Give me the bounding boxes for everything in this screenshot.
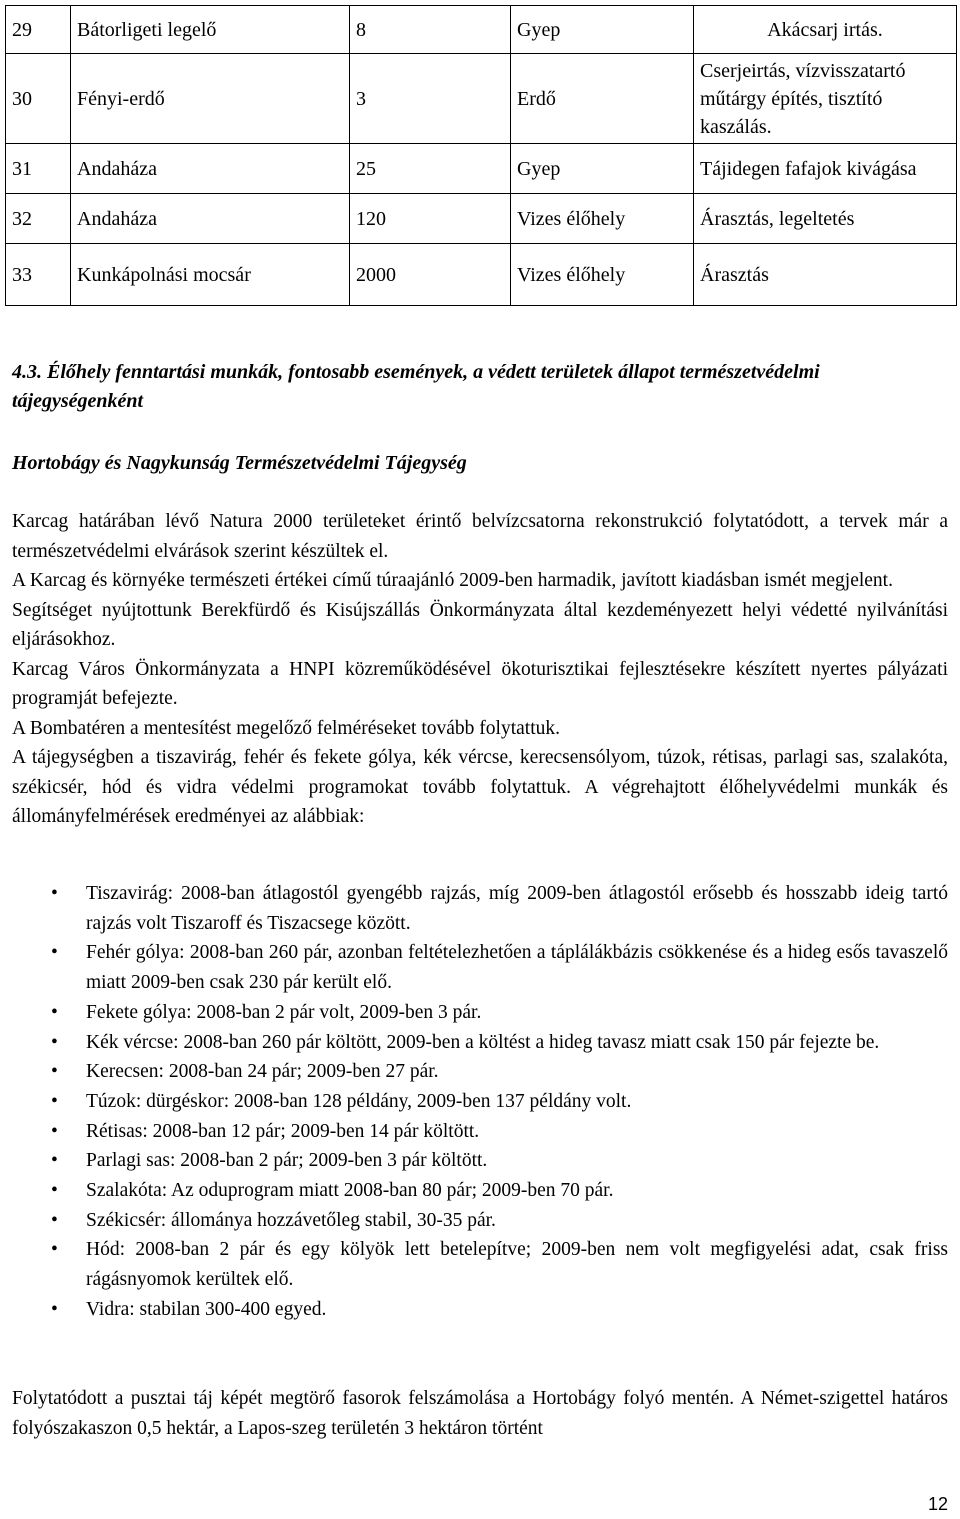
table-row xyxy=(6,6,957,54)
habitat-type: Vizes élőhely xyxy=(511,194,694,244)
list-item-text: Fehér gólya: 2008-ban 260 pár, azonban feltételezhetően a táplálákbázis csökkenése és a hideg esős tavaszelő miatt 2009-ben csak 230 pár került elő. xyxy=(86,942,948,994)
list-item xyxy=(12,998,948,1028)
list-item xyxy=(12,1235,948,1294)
list-item-text: Túzok: dürgéskor: 2008-ban 128 példány, 2009-ben 137 példány volt. xyxy=(86,1090,632,1112)
list-item-text: Székicsér: állománya hozzávetőleg stabil, 30-35 pár. xyxy=(86,1209,496,1231)
site-area: 8 xyxy=(350,6,511,54)
site-area: 2000 xyxy=(350,244,511,306)
list-item-text: Szalakóta: Az oduprogram miatt 2008-ban 80 pár; 2009-ben 70 pár. xyxy=(86,1180,614,1202)
bullet-icon: • xyxy=(51,1120,58,1142)
table-row xyxy=(6,144,957,194)
site-area: 25 xyxy=(350,144,511,194)
bullet-icon: • xyxy=(51,1150,58,1172)
table-row xyxy=(6,54,957,144)
site-name: Fényi-erdő xyxy=(71,54,350,144)
habitat-type: Gyep xyxy=(511,6,694,54)
habitat-type: Gyep xyxy=(511,144,694,194)
paragraph: A Bombatéren a mentesítést megelőző felméréseket tovább folytattuk. xyxy=(12,717,560,739)
bullet-icon: • xyxy=(51,1298,58,1320)
paragraph: A tájegységben a tiszavirág, fehér és fekete gólya, kék vércse, kerecsensólyom, túzok, rétisas, parlagi sas, szalakóta, székicsér, hód és vidra védelmi programokat tovább folytattuk. A végrehajtott élőhelyvédelmi munkák és állományfelmérések eredményei az alábbiak: xyxy=(12,747,948,827)
list-item xyxy=(12,1206,948,1236)
bullet-icon: • xyxy=(51,942,58,964)
bullet-icon: • xyxy=(51,1031,58,1053)
list-item xyxy=(12,1057,948,1087)
row-number: 31 xyxy=(6,144,71,194)
row-number: 29 xyxy=(6,6,71,54)
list-item-text: Parlagi sas: 2008-ban 2 pár; 2009-ben 3 pár költött. xyxy=(86,1150,488,1172)
row-number: 33 xyxy=(6,244,71,306)
region-subheading: Hortobágy és Nagykunság Természetvédelmi Tájegység xyxy=(12,452,467,474)
table-row xyxy=(6,244,957,306)
list-item-text: Vidra: stabilan 300-400 egyed. xyxy=(86,1298,327,1320)
site-name: Andaháza xyxy=(71,144,350,194)
work-description: Tájidegen fafajok kivágása xyxy=(694,144,957,194)
site-name: Bátorligeti legelő xyxy=(71,6,350,54)
paragraph: Segítséget nyújtottunk Berekfürdő és Kisújszállás Önkormányzata által kezdeményezett helyi védetté nyilvánítási eljárásokhoz. xyxy=(12,599,948,650)
list-item-text: Tiszavirág: 2008-ban átlagostól gyengébb rajzás, míg 2009-ben átlagostól erősebb és hosszabb ideig tartó rajzás volt Tiszaroff és Tiszacsege között. xyxy=(86,883,948,934)
bullet-icon: • xyxy=(51,1239,58,1261)
site-area: 120 xyxy=(350,194,511,244)
list-item-text: Rétisas: 2008-ban 12 pár; 2009-ben 14 pár költött. xyxy=(86,1120,480,1142)
bullet-icon: • xyxy=(51,1180,58,1202)
bullet-icon: • xyxy=(51,1061,58,1083)
closing-paragraph: Folytatódott a pusztai táj képét megtörő fasorok felszámolása a Hortobágy folyó mentén. A Német-szigettel határos folyószakaszon 0,5 hektár, a Lapos-szeg területén 3 hektáron történt xyxy=(12,1388,948,1439)
list-item xyxy=(12,938,948,997)
list-item xyxy=(12,1117,948,1147)
work-description: Cserjeirtás, vízvisszatartó műtárgy építés, tisztító kaszálás. xyxy=(694,54,957,144)
list-item xyxy=(12,1087,948,1117)
paragraph: Karcag határában lévő Natura 2000 területeket érintő belvízcsatorna rekonstrukció folytatódott, a tervek már a természetvédelmi elvárások szerint készültek el. xyxy=(12,511,948,562)
row-number: 32 xyxy=(6,194,71,244)
list-item xyxy=(12,1146,948,1176)
paragraph: A Karcag és környéke természeti értékei című túraajánló 2009-ben harmadik, javított kiadásban ismét megjelent. xyxy=(12,570,893,591)
site-area: 3 xyxy=(350,54,511,144)
list-item xyxy=(12,1176,948,1206)
list-item-text: Hód: 2008-ban 2 pár és egy kölyök lett betelepítve; 2009-ben nem volt megfigyelési adat, csak friss rágásnyomok kerültek elő. xyxy=(86,1239,948,1291)
work-description: Árasztás xyxy=(694,244,957,306)
list-item-text: Fekete gólya: 2008-ban 2 pár volt, 2009-ben 3 pár. xyxy=(86,1001,482,1023)
page-number: 12 xyxy=(927,1494,948,1514)
bullet-icon: • xyxy=(51,1001,58,1023)
bullet-icon: • xyxy=(51,1209,58,1231)
list-item xyxy=(12,879,948,938)
site-name: Kunkápolnási mocsár xyxy=(71,244,350,306)
section-heading: 4.3. Élőhely fenntartási munkák, fontosabb események, a védett területek állapot természetvédelmi tájegységenként xyxy=(12,361,820,412)
bullet-icon: • xyxy=(51,1090,58,1112)
list-item xyxy=(12,1295,948,1325)
paragraph: Karcag Város Önkormányzata a HNPI közreműködésével ökoturisztikai fejlesztésekre készített nyertes pályázati programját befejezte. xyxy=(12,658,948,709)
habitat-type: Erdő xyxy=(511,54,694,144)
work-description: Árasztás, legeltetés xyxy=(694,194,957,244)
list-item-text: Kék vércse: 2008-ban 260 pár költött, 2009-ben a költést a hideg tavasz miatt csak 150 pár fejezte be. xyxy=(86,1031,880,1053)
site-name: Andaháza xyxy=(71,194,350,244)
table-row xyxy=(6,194,957,244)
habitat-table xyxy=(5,5,957,306)
body-text xyxy=(12,507,948,832)
work-description: Akácsarj irtás. xyxy=(694,6,957,54)
results-list xyxy=(12,879,948,1325)
habitat-type: Vizes élőhely xyxy=(511,244,694,306)
list-item-text: Kerecsen: 2008-ban 24 pár; 2009-ben 27 pár. xyxy=(86,1061,439,1083)
bullet-icon: • xyxy=(51,883,58,904)
list-item xyxy=(12,1028,948,1058)
row-number: 30 xyxy=(6,54,71,144)
